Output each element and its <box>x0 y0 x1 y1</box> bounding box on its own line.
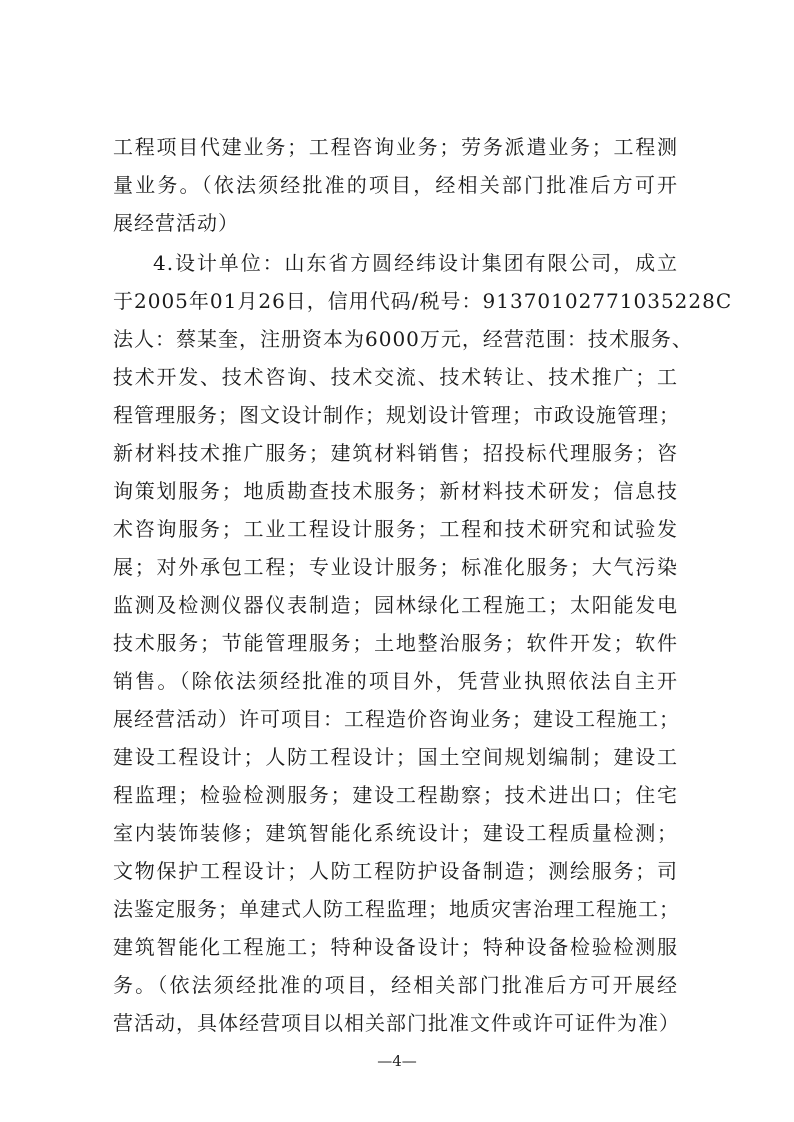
paragraph-line: 技术服务；节能管理服务；土地整治服务；软件开发；软件 <box>113 631 678 655</box>
paragraph-line: 技术开发、技术咨询、技术交流、技术转让、技术推广；工 <box>113 365 678 389</box>
paragraph-line: 新材料技术推广服务；建筑材料销售；招投标代理服务；咨 <box>113 441 678 465</box>
paragraph-line: 展经营活动） <box>113 211 239 235</box>
paragraph-line: 建筑智能化工程施工；特种设备设计；特种设备检验检测服 <box>113 935 678 959</box>
paragraph-line: 销售。（除依法须经批准的项目外，凭营业执照依法自主开 <box>113 669 678 693</box>
paragraph-line: 于2005年01月26日，信用代码/税号：91370102771035228C <box>113 289 733 313</box>
paragraph-line: 工程项目代建业务；工程咨询业务；劳务派遣业务；工程测 <box>113 135 678 159</box>
paragraph-line: 监测及检测仪器仪表制造；园林绿化工程施工；太阳能发电 <box>113 593 678 617</box>
paragraph-line: 务。（依法须经批准的项目，经相关部门批准后方可开展经 <box>113 973 678 997</box>
paragraph-line: 文物保护工程设计；人防工程防护设备制造；测绘服务；司 <box>113 859 678 883</box>
paragraph-line: 量业务。（依法须经批准的项目，经相关部门批准后方可开 <box>113 173 678 197</box>
page-number: —4— <box>377 1052 417 1070</box>
paragraph-line: 询策划服务；地质勘查技术服务；新材料技术研发；信息技 <box>113 479 678 503</box>
paragraph-line: 术咨询服务；工业工程设计服务；工程和技术研究和试验发 <box>113 517 678 541</box>
paragraph-line: 建设工程设计；人防工程设计；国土空间规划编制；建设工 <box>113 745 678 769</box>
paragraph-line: 程管理服务；图文设计制作；规划设计管理；市政设施管理； <box>113 403 680 427</box>
paragraph-line: 展；对外承包工程；专业设计服务；标准化服务；大气污染 <box>113 555 678 579</box>
paragraph-line: 营活动，具体经营项目以相关部门批准文件或许可证件为准） <box>113 1011 680 1035</box>
paragraph-line: 4.设计单位：山东省方圆经纬设计集团有限公司，成立 <box>153 251 678 275</box>
paragraph-line: 程监理；检验检测服务；建设工程勘察；技术进出口；住宅 <box>113 783 678 807</box>
paragraph-line: 室内装饰装修；建筑智能化系统设计；建设工程质量检测； <box>113 821 678 845</box>
paragraph-line: 法鉴定服务；单建式人防工程监理；地质灾害治理工程施工； <box>113 897 680 921</box>
paragraph-line: 法人：蔡某奎，注册资本为6000万元，经营范围：技术服务、 <box>113 327 693 351</box>
paragraph-line: 展经营活动）许可项目：工程造价咨询业务；建设工程施工； <box>113 707 680 731</box>
